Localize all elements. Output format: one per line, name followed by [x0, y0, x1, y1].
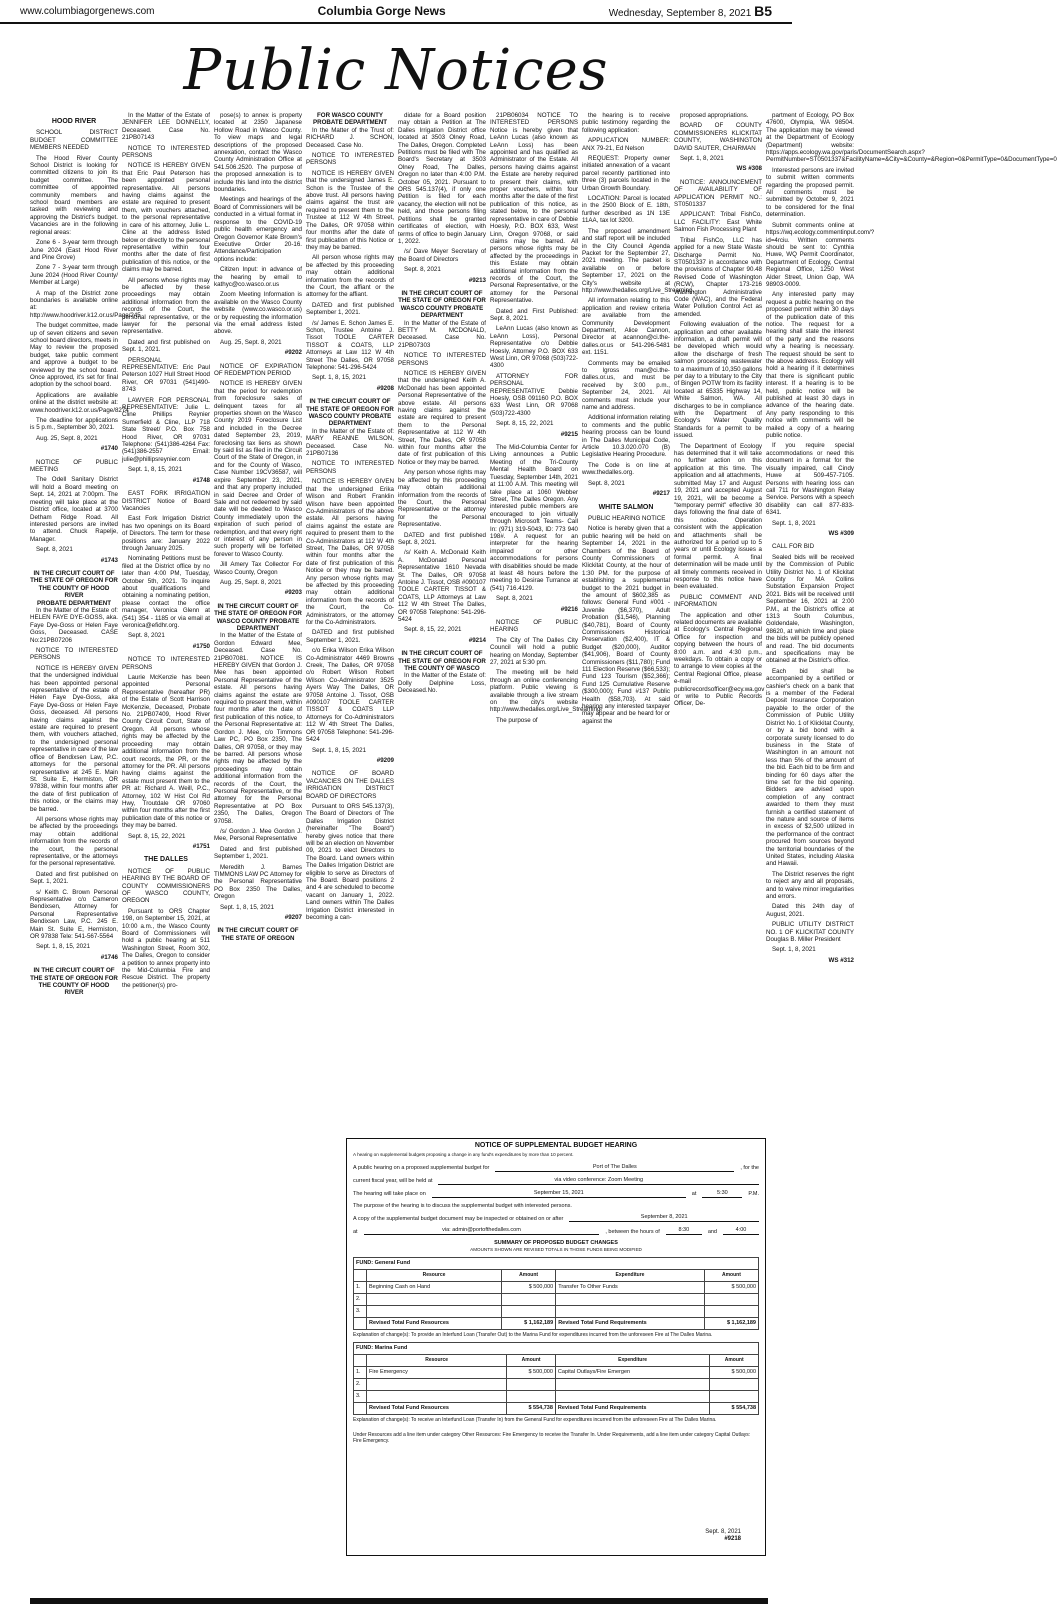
- total-row: Revised Total Fund Resources $ 554,738 Revised Total Fund Requirements $ 554,738: [354, 1402, 759, 1414]
- notice-paragraph: NOTICE OF EXPIRATION OF REDEMPTION PERIOD: [214, 362, 302, 377]
- col-amount: Amount: [710, 1354, 759, 1366]
- notice-paragraph: PUBLIC HEARING NOTICE: [588, 514, 666, 522]
- notice-paragraph: Comments may be emailed to lgross man@ci.the-dalles.or.us, and must be received by 3:00 p.m., September 24, 2021. All comments must include your name and address.: [582, 359, 670, 412]
- notice-paragraph: Sept. 1, 8, 2021: [772, 519, 816, 527]
- notice-paragraph: NOTICE OF PUBLIC HEARING: [490, 619, 578, 634]
- fund-explanation: Explanation of change(s): To receive an Interfund Loan (Transfer In) from the General Fund for expenditures incurred from the unforeseen Fire at The Dalles Marina.: [353, 1416, 717, 1423]
- budget-subtitle: A hearing on supplemental budgets proposing a change in any fund's expenditures by more than 10 percent.: [353, 1151, 574, 1157]
- notice-paragraph: In the Matter of the Estate of: Dolly Delphine Loss, Deceased.No.: [398, 672, 486, 695]
- section-title: Public Notices: [183, 38, 609, 103]
- notice-paragraph: proposed appropriations.: [680, 112, 749, 119]
- notice-number: #1743: [100, 556, 118, 564]
- notice-number: #1746: [100, 953, 118, 961]
- notice-paragraph: Interested persons are invited to submit written comments regarding the proposed permit. All comments must be submitted by October 9, 2021 to be considered for the final determination.: [766, 166, 854, 219]
- region-heading: THE DALLES: [144, 856, 188, 864]
- notice-paragraph: All information relating to this application and review criteria are available from the Community Development Department, Alice Cannon, Director at acannon@ci.the-dalles.or.us or 541-296-5481 ext. 1151.: [582, 297, 670, 357]
- notice-paragraph: Dated and first published September 1, 2021.: [214, 845, 302, 861]
- notice-paragraph: Dated and first published on Sept. 1, 2021.: [122, 338, 210, 354]
- fund-table: [353, 1342, 759, 1424]
- notice-paragraph: Following evaluation of the application and other available information, a draft permit will be developed which would allow the discharge of fresh salmon processing wastewater to a maximum of 10,350 gallons per day to a tributary to the City of Bingen POTW from its facility located at 65335 Highway 14, White Salmon, WA. All discharges to be in compliance with the Department of Ecology's Water Quality Standards for a permit to be issued.: [674, 321, 762, 440]
- notice-paragraph: NOTICE IS HEREBY GIVEN that Eric Paul Peterson has been appointed personal representative. All persons having claims against the estate are required to present them, with vouchers attached, to the personal representative in care of his attorney, Julie L. Cline at the address listed below or directly to the personal representative within four months after the date of first publication of this notice, or the claims may be barred.: [122, 162, 210, 274]
- notice-paragraph: NOTICE TO INTERESTED PERSONS: [30, 647, 118, 662]
- notice-caption: IN THE CIRCUIT COURT OF THE STATE OF OREGON: [217, 927, 299, 942]
- col-expenditure: Expenditure: [555, 1354, 709, 1366]
- notice-paragraph: s/ Keith C. Brown Personal Representative c/o Cameron Bendixsen, Attorney for Personal Representative Bendixsen Law, P.C. 245 E. Main St. Suite E, Hermiston, OR 97838 Tele: 541-567-5564: [30, 888, 118, 941]
- notice-paragraph: Dated and first published on Sept. 1, 2021.: [30, 870, 118, 886]
- notice-paragraph: /s/ Gordon J. Mee Gordon J. Mee, Personal Representative: [214, 827, 302, 843]
- notice-paragraph: LAWYER FOR PERSONAL REPRESENTATIVE: Julie L. Cline Phillips Reynier Sumerfield & Cline, LLP 718 State Street/ P.O. Box 758 Hood River, OR 97031 Telephone: (541)386-4264 Fax: (541)386-2557 Email: julie@phillipsreynier.com: [122, 396, 210, 463]
- notice-paragraph: ATTORNEY FOR PERSONAL REPRESENTATIVE Debbie Hoesly, OSB 091160 P.O. BOX 633 West Linn, OR 97068 (503)722-4300: [490, 372, 578, 417]
- notice-number: #1748: [192, 476, 210, 484]
- notice-paragraph: The budget committee, made up of seven citizens and seven school board directors, meets in May to review the proposed budget, take public comment and approve a budget to be reviewed by the school board. Once approved, it's set for final adoption by the school board.: [30, 322, 118, 389]
- notice-paragraph: East Fork Irrigation District has two openings on its Board of Directors. The term for these positions are: January 2022 through January 2025.: [122, 515, 210, 552]
- notice-paragraph: The Code is on line at www.thedalles.org.: [582, 461, 670, 477]
- notice-paragraph: Notice is hereby given that a public hearing will be held on September 14, 2021 in the Chambers of the Board of County Commissioners of Klickitat County, at the hour of 1:30 PM. for the purpose of establishing a supplemental budget to the 2021 budget in the amount of $602,385 as follows: General Fund #001 - Juvenile ($6,370), Adult Probation ($1,546), Planning ($40,781), Board of County Commissioners Historical Preservation ($2,400), IT & Budget ($20,000), Auditor ($41,906), Board of County Commissioners ($11,780); Fund 111 Election Reserve ($66,533); Fund 123 Tourism ($52,366); Fund 125 Cumulative Reserve ($300,000); Fund #137 Public Health ($58,703). At said hearing any interested taxpayer may appear and be heard for or against the: [582, 525, 670, 725]
- notice-paragraph: Pursuant to ORS 545.137(3), The Board of Directors of The Dalles Irrigation District (hereinafter "The Board") hereby gives notice that there will be an election on November 09, 2021 to elect Directors to The Board. Land owners within The Dalles Irrigation District are eligible to serve as Directors of The Board. Board positions 2 and 4 are scheduled to become vacant on January 1, 2022. Land owners within The Dalles Irrigation District interested in becoming a can-: [306, 802, 394, 922]
- notice-paragraph: Sept. 8, 15, 22, 2021: [128, 832, 186, 840]
- notice-paragraph: The Mid-Columbia Center for Living announces a Public Meeting of the Tri-County Mental Health Board on Tuesday, September 14th, 2021 at 11:00 A.M. This meeting will take place at 1060 Webber Street, The Dalles Oregon. Any interested public members are encouraged to join virtually through Microsoft Teams- Call In: (971) 319-5043, ID: 773 940 198#. A request for an interpreter for the hearing impaired or other accommodations for persons with disabilities should be made at least 48 hours before the meeting to Desirae Turrance at (541) 716.4129.: [490, 444, 578, 592]
- notice-paragraph: NOTICE TO INTERESTED PERSONS: [122, 144, 210, 160]
- table-row: 2.: [354, 1293, 759, 1305]
- notice-number: #9208: [376, 384, 394, 392]
- notice-paragraph: Sept. 8, 2021: [128, 632, 165, 640]
- notice-paragraph: Laurie McKenzie has been appointed Personal Representative (hereafter PR) of the Estate of Scott Harrison McKenzie, Deceased, Probate No. 21PB07409, Hood River County Circuit Court, State of Oregon. All persons whose rights may be affected by the proceeding may obtain additional information from the court records, the PR, or the attorney for the PR. All persons having claims against the estate must present them to the PR at: Richard A. Weill, P.C., Attorney, 102 W Hist Col Rd Hwy, Troutdale OR 97060 within four months after the first publication date of this notice or they may be barred.: [122, 674, 210, 830]
- table-row: 1. Fire Emergency $ 500,000 Capital Outlays/Fire Emergen $ 500,000: [354, 1366, 759, 1378]
- notice-paragraph: Sept. 1, 8, 2021: [680, 155, 724, 163]
- notice-paragraph: Meetings and hearings of the Board of Commissioners will be conducted in a virtual format in response to the COVID-19 public health emergency and Oregon Governor Kate Brown's Executive Order 20-16. Attendance/Participation options include:: [214, 196, 302, 263]
- notice-caption: IN THE CIRCUIT COURT OF THE STATE OF OREGON FOR THE COUNTY OF WASCO: [398, 650, 486, 673]
- notice-paragraph: PUBLIC UTILITY DISTRICT NO. 1 OF KLICKITAT COUNTY Douglas B. Miller President: [766, 921, 854, 944]
- hearing-time: 5:30: [702, 1190, 742, 1198]
- notice-paragraph: partment of Ecology, PO Box 47600, Olympia, WA 98504. The application may be viewed at the Department of Ecology (Department) website: https://apps.ecology.wa.gov/paris/DocumentSearch.aspx?PermitNumber=ST0501337&FacilityName=&City=&County=&Region=0&PermitType=0&DocumentType=0: [766, 112, 1057, 164]
- notice-paragraph: NOTICE TO INTERESTED PERSONS: [306, 152, 394, 167]
- hearing-location: via video conference: Zoom Meeting: [438, 1177, 759, 1185]
- notice-paragraph: Sept. 1, 8, 15, 2021: [220, 903, 275, 911]
- notice-column: [214, 112, 302, 1560]
- fund-name: FUND: Marina Fund: [354, 1342, 759, 1354]
- notice-paragraph: The deadline for applications is 5 p.m., September 30, 2021.: [30, 417, 118, 432]
- copy-date: September 8, 2021: [569, 1214, 759, 1222]
- notice-column: [766, 112, 1057, 1560]
- notice-paragraph: Meredith J. Barnes TIMMONS LAW PC Attorney for the Personal Representative PO Box 2350 The Dalles, Oregon: [214, 863, 302, 901]
- notice-paragraph: The application and other related documents are available at Ecology's Central Regional Office for inspection and copying between the hours of 8:00 a.m. and 4:30 p.m., weekdays. To obtain a copy or to arrange to view copies at the Central Regional Office, please e-mail publicrecordsofficer@ecy.wa.gov or write to Public Records Officer, De-: [674, 611, 765, 708]
- budget-signature: Sept. 8, 2021 #9218: [705, 1529, 741, 1543]
- col-amount: Amount: [507, 1354, 556, 1366]
- fund-table: [353, 1257, 759, 1339]
- fund-explanation: Explanation of change(s): To provide an Interfund Loan (Transfer Out) to the Marina Fund for expenditures incurred from the unforeseen Fire at The Dalles Marina.: [353, 1331, 713, 1338]
- notice-paragraph: NOTICE IS HEREBY GIVEN that the undersigned individual has been appointed personal representative of the estate of Helen Faye Dye-Goss, aka Faye Dye-Goss or Helen Faye Goss, deceased. All persons having claims against the estate are required to present them, with vouchers attached, to the undersigned personal representative in care of the law office of Bendixsen Law, P.C. attorneys for the personal representative at 245 E. Main St. Suite E, Hermiston, OR 97838, within four months after the date of first publication of this notice, or the claims may be barred.: [30, 664, 118, 813]
- col-amount: Amount: [704, 1269, 758, 1281]
- notice-paragraph: A map of the District zone boundaries is available online at: http://www.hoodriver.k12.or.us/Page/245: [30, 289, 141, 319]
- notice-paragraph: Dated and First Published: Sept. 8, 2021.: [490, 307, 578, 322]
- notice-paragraph: CALL FOR BID: [772, 543, 815, 551]
- notice-paragraph: Dated this 24th day of August, 2021.: [766, 903, 854, 918]
- notice-paragraph: EAST FORK IRRIGATION DISTRICT Notice of Board Vacancies: [122, 490, 210, 512]
- notice-paragraph: NOTICE IS HEREBY GIVEN that the undersigned Erika Wilson and Robert Franklin Wilson have been appointed Co-Administrators of the above estate. All persons having claims against the estate are required to present them to the Co-Administrators at 112 W 4th Street, The Dalles, OR 97058 within four months after the date of first publication of this Notice or they may be barred. Any person whose rights may be affected by this proceeding may obtain additional information from the records of the Court, the Co-Administrators, or the attorney for the Co-Administrators.: [306, 478, 394, 626]
- notice-paragraph: In the Matter of the Trust of: RICHARD J. SCHON, Deceased. Case No.: [306, 126, 394, 149]
- notice-paragraph: /s/ James E. Schon James E. Schon, Trustee Antoine J. Tissot TOOLE CARTER TISSOT & COATS, LLP Attorneys at Law 112 W 4th Street The Dalles, OR 97058 Telephone: 541-296-5424: [306, 319, 394, 371]
- notice-column: [122, 112, 210, 1560]
- notice-paragraph: All persons whose rights may be affected by these proceedings may obtain additional information from the records of the Court, the personal representative, or the lawyer for the personal representative.: [122, 276, 210, 336]
- notice-paragraph: Sept. 8, 2021: [36, 546, 73, 554]
- notice-paragraph: the hearing is to receive public testimony regarding the following application:: [582, 112, 670, 134]
- notice-paragraph: The Odell Sanitary District will hold a Board meeting on Sept. 14, 2021 at 7:00pm. The meeting will take place at the District office, located at 3700 Detham Ridge Road. All interested persons are invited to attend. Chuck Rapelje, Manager.: [30, 476, 118, 543]
- notice-paragraph: DATED and first published Sept. 8, 2021.: [398, 531, 486, 546]
- region-heading: HOOD RIVER: [51, 118, 97, 125]
- notice-number: #1750: [192, 642, 210, 650]
- notice-paragraph: Aug. 25, Sept. 8, 2021: [220, 338, 282, 346]
- notice-paragraph: DATED and first published September 1, 2021.: [306, 301, 394, 317]
- issue-date: Wednesday, September 8, 2021 B5: [608, 3, 772, 19]
- region-heading: WHITE SALMON: [598, 503, 654, 511]
- notice-paragraph: 21PB06034 NOTICE TO INTERESTED PERSONS Notice is hereby given that LeAnn Lucas (also known as LeAnn Loss) has been appointed and has qualified as Administrator of the Estate. All persons having claims against the Estate are hereby required to present their claims, with proper vouchers, within four months after the date of the first publication of this notice, as stated below, to the personal representative in care of Debbie Hoesly, P.O. BOX 633, West Linn, Oregon 97068, or said claims may be barred. All persons whose rights may be affected by the proceedings in this Estate may obtain additional information from the records of the Court, the Personal Representative, or the attorney for the Personal Representative.: [490, 112, 578, 305]
- notice-paragraph: DATED and first published September 1, 2021.: [306, 629, 394, 644]
- notice-paragraph: Nominating Petitions must be filed at the District office by no later than 4:00 PM, Tuesday, October 5th, 2021. To inquire about qualifications and obtaining a nominating petition, please contact the office manager, Veronica Glenn at (541) 354 - 1185 or via email at veronica@efidhr.org.: [122, 555, 210, 629]
- notice-paragraph: APPLICATION NUMBER: ANX 79-21, Ed Nelson: [582, 137, 670, 152]
- col-expenditure: Expenditure: [556, 1269, 705, 1281]
- col-resource: Resource: [367, 1269, 502, 1281]
- notice-paragraph: In the Matter of the Estate of BETTY M. MCDONALD, Deceased. Case No. 21PB07303: [398, 319, 486, 349]
- notice-paragraph: All persons whose rights may be affected by the proceedings may obtain additional information from the records of the court, the personal representative, or the attorneys for the personal representative.: [30, 815, 118, 868]
- notice-paragraph: NOTICE IS HEREBY GIVEN that the period for redemption from foreclosure sales of delinquent taxes for all properties shown on the Wasco County 2019 Foreclosure List and included in the Decree dated September 23, 2019, foreclosing tax liens as shown by said list as filed in the Circuit Court of the State of Oregon, in and for the County of Wasco, Case Number 19CV36587, will expire September 23, 2021, and that any property included in said Decree and Order of Sale and not redeemed by said date will be deeded to Wasco County immediately upon the expiration of such period of redemption, and that every right or interest of any person in such property will be forfeited forever to Wasco County.: [214, 380, 302, 558]
- notice-paragraph: Sept. 8, 15, 22, 2021: [496, 420, 554, 428]
- notice-paragraph: NOTICE OF PUBLIC MEETING: [30, 458, 118, 474]
- table-row: 3.: [354, 1390, 759, 1402]
- notice-paragraph: Aug. 25, Sept. 8, 2021: [36, 434, 98, 442]
- notice-paragraph: LOCATION: Parcel is located in the 2500 Block of E. 18th, further described as 1N 13E 11AA, tax lot 3200.: [582, 195, 670, 225]
- notice-paragraph: /s/ Keith A. McDonald Keith A. McDonald Personal Representative 1610 Nevada St. The Dalles, OR 97058 Antoine J. Tissot, OSB #090107 TOOLE CARTER TISSOT & COATS, LLP Attorneys at Law 112 W 4th Street The Dalles, OR 97058 Telephone: 541-296-5424: [398, 549, 486, 623]
- notice-paragraph: Sealed bids will be received by the Commission of Public Utility District No. 1 of Klickitat County for MA Collins Substation Expansion Project 2021. Bids will be received until September 16, 2021 at 2:00 P.M., at the District's office at 1313 South Columbus, Goldendale, Washington, 98620, at which time and place the bids will be publicly opened and read. The bid documents and specifications may be obtained at the District's office.: [766, 553, 854, 665]
- notice-caption: IN THE CIRCUIT COURT OF THE STATE OF OREGON FOR WASCO COUNTY PROBATE DEPARTMENT: [214, 602, 302, 632]
- notice-paragraph: BOARD OF COUNTY COMMISSIONERS KLICKITAT COUNTY, WASHINGTON DAVID SAUTER, CHAIRMAN: [674, 122, 762, 152]
- table-row: 3.: [354, 1305, 759, 1317]
- notice-number: #9213: [468, 276, 486, 284]
- notice-column: [30, 112, 141, 1560]
- notice-caption: IN THE CIRCUIT COURT OF THE STATE OF OREGON FOR THE COUNTY OF HOOD RIVER: [30, 967, 118, 997]
- notice-paragraph: Sept. 1, 8, 2021: [772, 946, 816, 954]
- notice-paragraph: If you require special accommodations or need this document in a format for the visually impaired, call Cindy Huwe at 509-457-7105. Persons with hearing loss can call 711 for Washington Relay Service. Persons with a speech disability can call 877-833-6341.: [766, 442, 854, 517]
- paper-name: Columbia Gorge News: [317, 4, 446, 18]
- notice-paragraph: Each bid shall be accompanied by a certified or cashier's check on a bank that is a member of the Federal Deposit Insurance Corporation payable to the order of the Commission of Public Utility District No. 1 of Klickitat County, or by a bid bond with a corporate surety licensed to do business in the State of Washington in an amount not less than 5% of the amount of the bid. Each bid to be firm and binding for 60 days after the time set for the bid opening. Bidders are advised upon completion of any contract awarded to them they must furnish a certified statement of the nature and source of items in excess of $2,500 utilized in the performance of the contract procured from sources beyond the territorial boundaries of the United States, including Alaska and Hawaii.: [766, 667, 854, 868]
- col-resource: Resource: [367, 1354, 507, 1366]
- total-row: Revised Total Fund Resources $ 1,162,189 Revised Total Fund Requirements $ 1,162,189: [354, 1317, 759, 1329]
- footer-rule: [30, 1598, 768, 1604]
- notice-paragraph: NOTICE TO INTERESTED PERSONS: [398, 352, 486, 367]
- notice-paragraph: Pursuant to ORS Chapter 198, on September 15, 2021, at 10:00 a.m., the Wasco County Board of Commissioners will hold a public hearing at 511 Washington Street, Room 302, The Dalles, Oregon to consider a petition to annex property into the Mid-Columbia Fire and Rescue District. The property the petitioner(s) pro-: [122, 907, 210, 989]
- notice-paragraph: Tribal FishCo, LLC has applied for a new State Waste Discharge Permit No. ST0501337 in accordance with the provisions of Chapter 90.48 Revised Code of Washington (RCW), Chapter 173-216 Washington Administrative Code (WAC), and the Federal Water Pollution Control Act as amended.: [674, 236, 762, 318]
- notice-paragraph: SCHOOL DISTRICT BUDGET COMMITTEE MEMBERS NEEDED: [30, 129, 118, 152]
- notice-paragraph: Sept. 8, 15, 22, 2021: [404, 626, 462, 634]
- notice-paragraph: c/o Erika Wilson Erika Wilson Co-Administrator 4469 Browns Creek, The Dalles, OR 97058 c/o Robert Wilson Robert Wilson Co-Administrator 3525 Ayers Way The Dalles, OR 97058 Antoine J. Tissot, OSB #090107 TOOLE CARTER TISSOT & COATS LLP Attorneys for Co-Administrators 112 W 4th Street The Dalles, OR 97058 Telephone: 541-296-5424: [306, 647, 394, 744]
- notice-paragraph: The meeting will be held through an online conferencing platform. Public viewing is available through a live stream on the city's website http://www.thedalles.org/Live_Streaming.: [490, 669, 603, 714]
- notice-paragraph: Applications are available online at the district website at: www.hoodriver.k12.or.us/Page/8274: [30, 391, 129, 414]
- notice-caption: IN THE CIRCUIT COURT OF THE STATE OF OREGON FOR WASCO COUNTY PROBATE DEPARTMENT: [306, 398, 394, 428]
- supplemental-budget-notice: NOTICE OF SUPPLEMENTAL BUDGET HEARING A hearing on supplemental budgets proposing a change in any fund's expenditures by more than 10 percent. A public hearing on a proposed supplemental budget for Port of The Dalles , for the current fiscal year, will be held at via video conference: Zoom Meeting The hearing will take place on September 15, 2021 at 5:30 P.M. The purpose of the hearing is to discuss the supplemental budget with interested persons. A copy of the supplemental budget document may be inspected or obtained on or after September 8, 2021 at via: admin@portofthedalles.com , between the hours of 8:30 and 4:00 SUMMARY OF PROPOSED BUDGET CHANGES AMOUNTS SHOWN ARE REVISED TOTALS IN THOSE FUNDS BEING MODIFIED FUND: General Fund Resource Amount Expenditure Amount 1. Beginning Cash on Hand $ 500,000 Transfer To Other Funds $ 500,000 2. 3. Revised Total Fund Resources $ 1,162,189 Revised Total Fund Requirements $ 1,162,189 Explanation of change(s): To provide an Interfund Loan (Transfer Out) to the Marina Fund for expenditures incurred from the unforeseen Fire at The Dalles Marina. FUND: Marina Fund Resource Amount Expenditure Amount 1. Fire Emergency $ 500,000 Capital Outlays/Fire Emergen $ 500,000 2. 3. Revised Total Fund Resources $ 554,738 Revised Total Fund Requirements $ 554,738 Explanation of change(s): To receive an Interfund Loan (Transfer In) from the General Fund for expenditures incurred from the unforeseen Fire at The Dalles Marina. Under Resources add a line item under category Other Resources: Fire Emergency to receive the Transfer In. Under Requirements, add a line item under category Capital Outlays: Fire Emergency. Sept. 8, 2021 #9218: [346, 1138, 766, 1556]
- notice-paragraph: Any person whose rights may be affected by this proceeding may obtain additional information from the records of the Court, the Personal Representative or the attorney for the Personal Representative.: [398, 469, 486, 529]
- notice-paragraph: Zone 7 - 3-year term through June 2024 (Hood River County/ Member at Large): [30, 264, 118, 287]
- hearing-date: September 15, 2021: [432, 1190, 686, 1198]
- notice-number: #9215: [560, 430, 578, 438]
- notice-paragraph: Sept. 1, 8, 15, 2021: [312, 374, 367, 382]
- notice-paragraph: /s/ Dave Meyer Secretary of the Board of Directors: [398, 248, 486, 263]
- notice-paragraph: didate for a Board position may obtain a Petition at The Dalles Irrigation District office located at 3503 Olney Road, The Dalles, Oregon. Completed Petitions must be filed with The Board's Secretary at 3503 Olney Road, The Dalles, Oregon no later than 4:00 P.M. October 05, 2021. Pursuant to ORS 545.137(4), if only one Petition is filed for each vacancy, the election will not be held, and those persons filing Petitions shall be granted certificates of election, with terms of office to begin January 1, 2022.: [398, 112, 486, 245]
- notice-number: #9203: [284, 589, 302, 597]
- notice-paragraph: Additional information relating to comments and the public hearing process can be found in The Dalles Municipal Code, Article 10.3.020.070 (B) Legislative Hearing Procedure.: [582, 414, 670, 459]
- notice-number: #1751: [192, 842, 210, 850]
- budget-footnote: Under Resources add a line item under category Other Resources: Fire Emergency to receive the Transfer In. Under Requirements, add a line item under category Capital Outlays: Fire Emergency.: [353, 1431, 751, 1445]
- page-number: B5: [754, 3, 772, 19]
- notice-paragraph: The District reserves the right to reject any and all proposals, and to waive minor irregularities and errors.: [766, 870, 854, 901]
- notice-paragraph: In the Matter of the Estate of Gordon Edward Mee, Deceased. Case No. 21PB07081. NOTICE IS HEREBY GIVEN that Gordon J. Mee has been appointed Personal Representative of the estate. All persons having claims against the estate are required to present them, within four months after the date of first publication of this notice, to the Personal Representative at: Gordon J. Mee, c/o Timmons Law PC, PO Box 2350, The Dalles, OR 97058, or they may be barred. All persons whose rights may be affected by the proceedings may obtain additional information from the records of the Court, the Personal Representative, or the attorney for the Personal Representative at PO Box 2350, The Dalles, Oregon 97058.: [214, 632, 302, 825]
- budget-purpose: The purpose of the hearing is to discuss the supplemental budget with interested persons.: [353, 1202, 572, 1209]
- notice-paragraph: Sept. 8, 2021: [588, 479, 625, 487]
- notice-caption: IN THE CIRCUIT COURT OF THE STATE OF OREGON FOR WASCO COUNTY PROBATE DEPARTMENT: [398, 289, 486, 320]
- notice-paragraph: Any interested party may request a public hearing on the proposed permit within 30 days of the publication date of this notice. The request for a hearing shall state the interest of the party and the reasons why a hearing is necessary. The request should be sent to the above address. Ecology will hold a hearing if it determines that there is significant public interest. If a hearing is to be held, public notice will be published at least 30 days in advance of the hearing date. Any party responding to this notice with comments will be mailed a copy of a hearing public notice.: [766, 291, 854, 440]
- fund-name: FUND: General Fund: [354, 1257, 759, 1269]
- table-row: 1. Beginning Cash on Hand $ 500,000 Transfer To Other Funds $ 500,000: [354, 1281, 759, 1293]
- notice-number: WS #308: [736, 165, 762, 173]
- notice-paragraph: LeAnn Lucas (also known as LeAnn Loss), Personal Representative c/o Debbie Hoesly, Attorney P.O. BOX 633 West Linn, OR 97068 (503)722-4300: [490, 325, 578, 370]
- district-name: Port of The Dalles: [495, 1164, 734, 1172]
- notice-number: WS #312: [828, 956, 854, 964]
- col-amount: Amount: [502, 1269, 556, 1281]
- notice-paragraph: Zone 6 - 3-year term through June 2024 (East Hood River and Pine Grove): [30, 239, 118, 261]
- notice-caption: IN THE CIRCUIT COURT OF THE STATE OF OREGON FOR THE COUNTY OF HOOD RIVER: [30, 569, 118, 600]
- notice-number: #9216: [560, 605, 578, 613]
- notice-paragraph: NOTICE IS HEREBY GIVEN that the undersigned Keith A. McDonald has been appointed Personal Representative of the above estate. All persons having claims against the estate are required to present them to the Personal Representative at 112 W 4th Street, The Dalles, OR 97058 within four months after the date of first publication of this Notice or they may be barred.: [398, 370, 486, 466]
- notice-number: #1740: [100, 445, 118, 453]
- notice-paragraph: PUBLIC COMMENT AND INFORMATION: [674, 593, 762, 609]
- notice-paragraph: Sept. 1, 8, 15, 2021: [36, 943, 91, 951]
- summary-title: SUMMARY OF PROPOSED BUDGET CHANGES: [494, 1240, 618, 1247]
- notice-number: #9214: [468, 636, 486, 644]
- notice-paragraph: Sept. 1, 8, 15, 2021: [312, 746, 367, 754]
- fund-tables: [353, 1257, 759, 1424]
- budget-title: NOTICE OF SUPPLEMENTAL BUDGET HEARING: [474, 1142, 638, 1149]
- notice-paragraph: The purpose of: [496, 716, 538, 724]
- notice-paragraph: NOTICE OF PUBLIC HEARING BY THE BOARD OF COUNTY COMMISSIONERS OF WASCO COUNTY, OREGON: [122, 867, 210, 905]
- notice-paragraph: The Department of Ecology has determined that it will take no further action on this application at this time. The application and all attachments, submitted May 17 and August 19, 2021 and accepted August 19, 2021, will be become a "temporary permit" effective 30 days following the final date of this notice. Operation consistent with the application and attachments shall be authorized for a period up to 5 years or until Ecology issues a formal permit. A final determination will be made until all timely comments received in response to this notice have been evaluated.: [674, 442, 762, 591]
- notice-paragraph: In the Matter of the Estate of: MARY REANNE WILSON, Deceased. Case No. 21PB07136: [306, 427, 394, 458]
- notice-number: #9202: [284, 349, 302, 357]
- page-header: [0, 0, 792, 24]
- notice-paragraph: Jill Amery Tax Collector For Wasco County, Oregon: [214, 561, 302, 576]
- notice-paragraph: Sept. 8, 2021: [404, 266, 441, 274]
- notice-paragraph: Zoom Meeting Information is available on the Wasco County website (www.co.wasco.or.us) or by requesting the information via the email address listed above.: [214, 291, 302, 336]
- notice-paragraph: The City of The Dalles City Council will hold a public hearing on Monday, September 27, 2021 at 5:30 pm.: [490, 636, 578, 667]
- notice-paragraph: All person whose rights may be affected by this proceeding may obtain additional information from the records of the Court, the affiant or the attorney for the affiant.: [306, 254, 394, 299]
- notice-number: WS #309: [828, 529, 854, 537]
- notice-number: #9217: [652, 490, 670, 498]
- notice-paragraph: In the Matter of the Estate of JENNIFER LEE DONNELLY, Deceased. Case No. 21PB07143: [122, 112, 210, 142]
- notice-caption: PROBATE DEPARTMENT: [36, 599, 112, 607]
- notice-paragraph: NOTICE: ANNOUNCEMENT OF AVAILABILITY OF APPLICATION PERMIT NO.: ST0501337: [674, 178, 762, 209]
- notice-paragraph: pose(s) to annex is property located at 2350 Japanese Hollow Road in Wasco County. To view maps and legal descriptions of the proposed annexation, contact the Wasco County Administration Office at 541.506.2520. The purpose of the proposed annexation is to include this land into the district boundaries.: [214, 112, 302, 194]
- table-row: 2.: [354, 1378, 759, 1390]
- notice-paragraph: Citizen Input: in advance of the hearing by email to kathyc@co.wasco.or.us: [214, 266, 302, 288]
- notice-paragraph: REQUEST: Property owner initiated annexation of a vacant parcel recently partitioned into three (3) parcels located in the Urban Growth Boundary.: [582, 155, 670, 192]
- notice-caption: FOR WASCO COUNTY PROBATE DEPARTMENT: [312, 112, 388, 127]
- notice-paragraph: Sept. 8, 2021: [496, 595, 533, 603]
- notice-paragraph: Sept. 1, 8, 15, 2021: [128, 466, 183, 474]
- notice-paragraph: Submit comments online at https://wq.ecology.commentinput.com/?id=4rciu. Written comments should be sent to: Cynthia Huwe, WQ Permit Coordinator, Department of Ecology, Central Regional Office, 1250 West Alder Street, Union Gap, WA 98903-0009.: [766, 221, 875, 288]
- notice-paragraph: PERSONAL REPRESENTATIVE: Eric Paul Peterson 1027 Hull Street Hood River, OR 97031 (541)490-8743: [122, 356, 210, 394]
- notice-paragraph: NOTICE IS HEREBY GIVEN that the undersigned James E. Schon is the Trustee of the above trust. All persons having claims against the trust are required to present them to the Trustee at 112 W 4th Street, The Dalles, OR 97058 within four months after the date of first publication of this Notice or they may be barred.: [306, 169, 394, 251]
- notice-paragraph: NOTICE TO INTERESTED PERSONS: [122, 656, 210, 671]
- copy-location: via: admin@portofthedalles.com: [364, 1227, 600, 1235]
- notice-paragraph: NOTICE TO INTERESTED PERSONS: [306, 460, 394, 475]
- notice-paragraph: Aug. 25, Sept. 8, 2021: [220, 578, 282, 586]
- notice-number: #9209: [376, 756, 394, 764]
- notice-number: #9207: [284, 914, 302, 922]
- ampm: P.M.: [748, 1190, 759, 1197]
- site-url[interactable]: www.columbiagorgenews.com: [20, 5, 155, 17]
- notice-paragraph: The proposed amendment and staff report will be included in the City Council Agenda Packet for the September 27, 2021 meeting. The packet is available on or before September 17, 2021 on the City's website at http://www.thedalles.org/Live_Streaming.: [582, 227, 695, 294]
- notice-paragraph: NOTICE OF BOARD VACANCIES ON THE DALLES IRRIGATION DISTRICT BOARD OF DIRECTORS: [306, 770, 394, 800]
- notice-paragraph: The Hood River County School District is looking for committed citizens to join its budget committee. The committee of appointed community members and school board members are tasked with reviewing and approving the District's budget. Vacancies are in the following regional areas:: [30, 154, 118, 236]
- notice-paragraph: In the Matter of the Estate of: HELEN FAYE DYE-GOSS, aka. Faye Dye-Goss or Helen Faye Goss, Deceased. CASE No:21PB07206: [30, 606, 118, 644]
- notice-paragraph: APPLICANT: Tribal FishCo, LLC FACILITY: East White Salmon Fish Processing Plant: [674, 211, 762, 234]
